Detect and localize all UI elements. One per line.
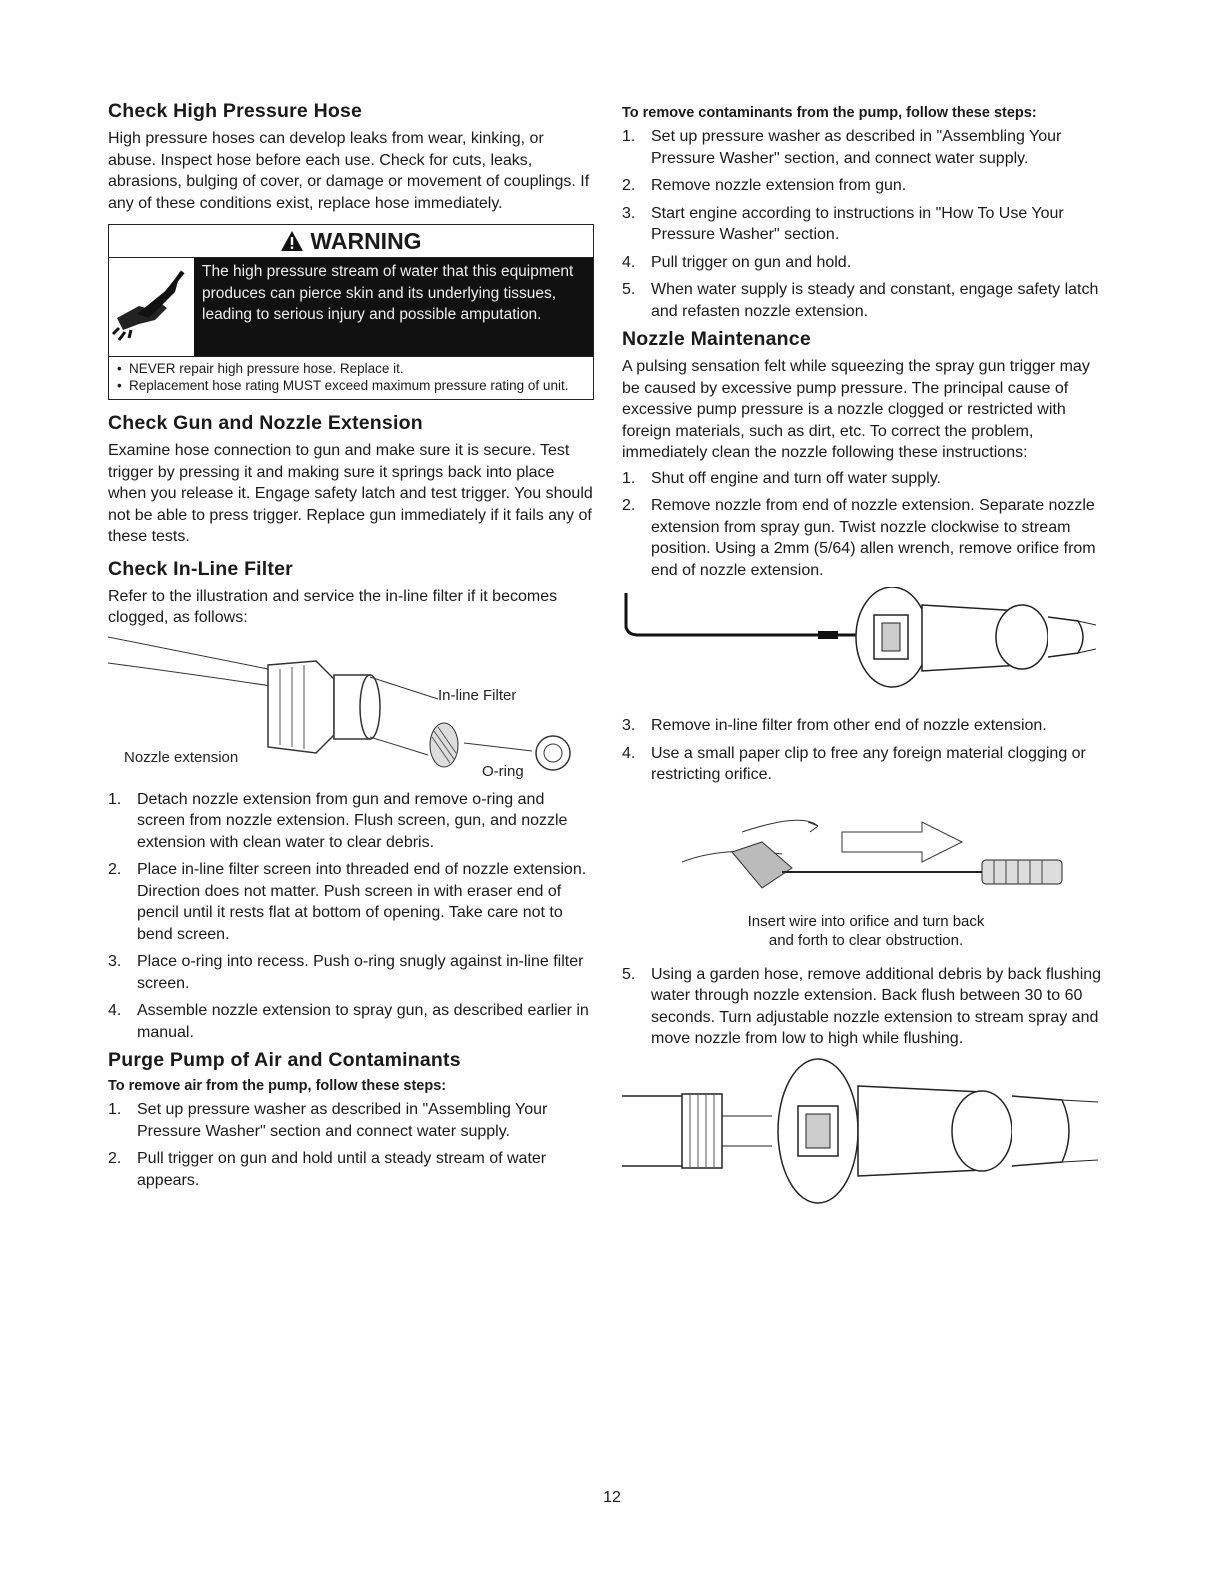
oring-label: O-ring	[482, 762, 524, 780]
warning-message: The high pressure stream of water that this equipment produces can pierce skin and its underlying tissues, leading to serious injury and possible amputation.	[194, 258, 593, 356]
paper-clip-caption: Insert wire into orifice and turn back and forth to clear obstruction.	[747, 912, 985, 949]
purge-steps	[108, 1099, 594, 1191]
gun-body: Examine hose connection to gun and make sure it is secure. Test trigger by pressing it and making sure it springs back into place when you release it. Engage safety latch and test trigger. You should not be able to press trigger. Replace gun immediately if it fails any of these tests.	[108, 442, 593, 545]
purge-subheading: To remove air from the pump, follow these steps:	[108, 1078, 447, 1094]
list-item: 5. Using a garden hose, remove additional debris by back flushing water through nozzle extension. Back flush between 30 to 60 seconds. Turn adjustable nozzle extension to stream spray and move nozzle from low to high while flushing.	[622, 965, 1102, 1047]
filter-steps	[108, 789, 594, 1044]
nozzle-body: A pulsing sensation felt while squeezing the spray gun trigger may be caused by excessive pump pressure. The principal cause of excessive pump pressure is a nozzle clogged or restricted with foreign materials, such as dirt, etc. To correct the problem, immediately clean the nozzle following these instructions:	[622, 358, 1090, 461]
warning-bullet: • Replacement hose rating MUST exceed maximum pressure rating of unit.	[117, 378, 569, 393]
contaminants-section	[622, 104, 1110, 322]
list-item: 4. Pull trigger on gun and hold.	[622, 253, 852, 271]
allen-wrench-illustration	[622, 587, 1110, 707]
warning-box	[108, 224, 594, 400]
list-item: 1. Set up pressure washer as described in "Assembling Your Pressure Washer" section, and connect water supply.	[622, 128, 1062, 167]
filter-section	[108, 558, 594, 1044]
nozzle-steps-b	[622, 715, 1110, 786]
list-item: 2. Remove nozzle extension from gun.	[622, 177, 907, 194]
hose-section	[108, 100, 594, 214]
nozzle-heading: Nozzle Maintenance	[622, 328, 811, 350]
filter-label: In-line Filter	[438, 686, 517, 704]
filter-heading: Check In-Line Filter	[108, 557, 293, 580]
list-item: 3. Place o-ring into recess. Push o-ring snugly against in-line filter screen.	[108, 953, 584, 992]
hose-heading: Check High Pressure Hose	[108, 100, 363, 122]
right-column	[622, 104, 1110, 1214]
contaminants-subheading: To remove contaminants from the pump, follow these steps:	[622, 105, 1037, 121]
filter-body: Refer to the illustration and service the in-line filter if it becomes clogged, as follows:	[108, 587, 558, 626]
list-item: 1. Set up pressure washer as described in "Assembling Your Pressure Washer" section and connect water supply.	[108, 1101, 548, 1140]
gun-heading: Check Gun and Nozzle Extension	[108, 412, 423, 434]
left-column	[108, 100, 594, 1201]
warning-triangle-icon	[280, 230, 304, 252]
list-item: 2. Place in-line filter screen into threaded end of nozzle extension. Direction does not matter. Push screen in with eraser end of pencil until it rests flat at bottom of opening. Take care not to bend screen.	[108, 861, 587, 943]
list-item: 2. Remove nozzle from end of nozzle extension. Separate nozzle extension from spray gun. Twist nozzle clockwise to stream position. Using a 2mm (5/64) allen wrench, remove orifice from end of nozzle extension.	[622, 497, 1096, 579]
list-item: 3. Remove in-line filter from other end of nozzle extension.	[622, 717, 1047, 734]
warning-header	[109, 225, 593, 257]
contaminants-steps	[622, 126, 1110, 322]
list-item: 2. Pull trigger on gun and hold until a steady stream of water appears.	[108, 1150, 547, 1189]
warning-bullet: • NEVER repair high pressure hose. Replace it.	[117, 361, 404, 376]
nozzle-section	[622, 328, 1110, 1206]
list-item: 1. Detach nozzle extension from gun and remove o-ring and screen from nozzle extension. Flush screen, gun, and nozzle extension with clean water to clear debris.	[108, 790, 568, 851]
list-item: 4. Assemble nozzle extension to spray gun, as described earlier in manual.	[108, 1002, 589, 1041]
list-item: 4. Use a small paper clip to free any foreign material clogging or restricting orifice.	[622, 744, 1086, 783]
hand-injury-icon	[109, 258, 194, 356]
list-item: 5. When water supply is steady and constant, engage safety latch and refasten nozzle extension.	[622, 281, 1099, 320]
nozzle-steps-c	[622, 964, 1110, 1050]
purge-heading: Purge Pump of Air and Contaminants	[108, 1049, 461, 1071]
list-item: 1. Shut off engine and turn off water supply.	[622, 469, 941, 487]
purge-section	[108, 1049, 594, 1191]
gun-section	[108, 412, 594, 548]
nozzle-flush-illustration	[622, 1056, 1110, 1206]
page-number: 12	[603, 1489, 621, 1506]
warning-title: WARNING	[310, 227, 422, 254]
hose-body: High pressure hoses can develop leaks from wear, kinking, or abuse. Inspect hose before each use. Check for cuts, leaks, abrasions, bulging of cover, or damage or movement of couplings. If any of these conditions exist, replace hose immediately.	[108, 130, 590, 212]
list-item: 3. Start engine according to instructions in "How To Use Your Pressure Washer" section.	[622, 204, 1064, 243]
inline-filter-illustration	[108, 635, 594, 781]
paper-clip-illustration	[622, 792, 1110, 956]
warning-bullets	[109, 356, 593, 399]
nozzle-extension-label: Nozzle extension	[124, 748, 239, 766]
nozzle-steps-a	[622, 468, 1110, 582]
